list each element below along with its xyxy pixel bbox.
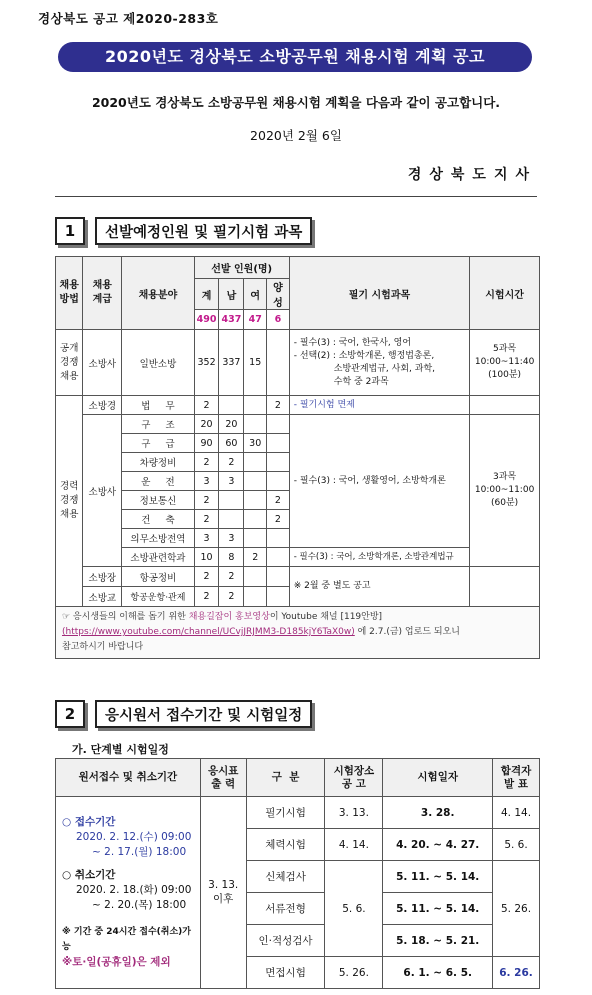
open-female: 15 bbox=[244, 330, 267, 396]
schedule-type: 면접시험 bbox=[246, 957, 325, 989]
career-total: 2 bbox=[194, 491, 219, 510]
intro-text: 2020년도 경상북도 소방공무원 채용시험 계획을 다음과 같이 공고합니다. bbox=[91, 95, 501, 110]
schedule-pass-merged: 5. 26. bbox=[493, 861, 540, 957]
career-field: 건 축 bbox=[122, 510, 194, 529]
open-time: 5과목 10:00~11:40 (100분) bbox=[470, 330, 540, 396]
fire-related-field: 소방관련학과 bbox=[122, 548, 194, 567]
col-female: 여 bbox=[244, 279, 267, 310]
sum-both: 6 bbox=[267, 310, 290, 330]
career-field: 구 급 bbox=[122, 434, 194, 453]
note-last: 참고하시기 바랍니다 bbox=[62, 642, 144, 652]
fire-related-both bbox=[267, 548, 290, 567]
career-female bbox=[244, 453, 267, 472]
open-field: 일반소방 bbox=[122, 330, 194, 396]
cancel-period-title: ○ 취소기간 bbox=[62, 869, 116, 881]
law-total: 2 bbox=[194, 396, 219, 415]
section-title: 응시원서 접수기간 및 시험일정 bbox=[95, 700, 312, 728]
career-male: 20 bbox=[219, 415, 244, 434]
law-field: 법 무 bbox=[122, 396, 194, 415]
page-title-banner: 2020년도 경상북도 소방공무원 채용시험 계획 공고 bbox=[58, 42, 532, 72]
career-common-time: 3과목 10:00~11:00 (60분) bbox=[470, 415, 540, 567]
schedule-type: 인·적성검사 bbox=[246, 925, 325, 957]
career-field: 차량정비 bbox=[122, 453, 194, 472]
career-field: 구 조 bbox=[122, 415, 194, 434]
career-total: 3 bbox=[194, 472, 219, 491]
career-both bbox=[267, 434, 290, 453]
col-subjects: 필기 시험과목 bbox=[289, 257, 469, 330]
note-highlight: 채용길잡이 홍보영상 bbox=[188, 612, 270, 622]
schedule-date: 3. 28. bbox=[383, 797, 493, 829]
schedule-type: 체력시험 bbox=[246, 829, 325, 861]
schedule-date: 5. 11. ~ 5. 14. bbox=[383, 861, 493, 893]
notice-date: 2020년 2월 6일 bbox=[250, 128, 342, 143]
career-female bbox=[244, 510, 267, 529]
note-prefix: ☞ 응시생들의 이해를 돕기 위한 bbox=[62, 612, 189, 622]
career-male: 2 bbox=[219, 453, 244, 472]
schedule-table bbox=[55, 758, 540, 989]
divider bbox=[55, 196, 537, 197]
col-date: 시험일자 bbox=[383, 759, 493, 797]
aviation2-total: 2 bbox=[194, 587, 219, 607]
fire-related-female: 2 bbox=[244, 548, 267, 567]
aviation1-grade: 소방장 bbox=[83, 567, 122, 587]
schedule-date: 5. 18. ~ 5. 21. bbox=[383, 925, 493, 957]
career-field: 정보통신 bbox=[122, 491, 194, 510]
open-subjects: - 필수(3) : 국어, 한국사, 영어 - 선택(2) : 소방학개론, 행정법총론, 소방관계법규, 사회, 과학, 수학 중 2과목 bbox=[289, 330, 469, 396]
receipt-period-start: 2020. 2. 12.(수) 09:00 bbox=[76, 831, 192, 843]
aviation2-grade: 소방교 bbox=[83, 587, 122, 607]
col-method: 채용 방법 bbox=[56, 257, 83, 330]
schedule-type: 신체검사 bbox=[246, 861, 325, 893]
aviation-time bbox=[470, 567, 540, 607]
career-male bbox=[219, 510, 244, 529]
col-total: 계 bbox=[194, 279, 219, 310]
career-female: 30 bbox=[244, 434, 267, 453]
law-subjects: - 필기시험 면제 bbox=[289, 396, 469, 415]
aviation1-both bbox=[267, 567, 290, 587]
aviation2-male: 2 bbox=[219, 587, 244, 607]
career-method: 경력 경쟁 채용 bbox=[56, 396, 83, 607]
sum-male: 437 bbox=[219, 310, 244, 330]
period-cell bbox=[56, 797, 201, 989]
col-field: 채용분야 bbox=[122, 257, 194, 330]
open-grade: 소방사 bbox=[83, 330, 122, 396]
ticket-print: 3. 13. 이후 bbox=[200, 797, 246, 989]
career-both bbox=[267, 472, 290, 491]
aviation-note: ※ 2월 중 별도 공고 bbox=[289, 567, 469, 607]
schedule-place: 5. 26. bbox=[325, 957, 383, 989]
career-total: 20 bbox=[194, 415, 219, 434]
schedule-pass: 6. 26. bbox=[493, 957, 540, 989]
law-female bbox=[244, 396, 267, 415]
sum-female: 47 bbox=[244, 310, 267, 330]
career-total: 3 bbox=[194, 529, 219, 548]
period-note-weekend: ※토·일(공휴일)은 제외 bbox=[62, 956, 171, 968]
law-grade: 소방경 bbox=[83, 396, 122, 415]
career-both bbox=[267, 415, 290, 434]
note-mid: 이 Youtube 채널 [119안방] bbox=[269, 612, 383, 622]
open-method: 공개 경쟁 채용 bbox=[56, 330, 83, 396]
subsection-heading: 가. 단계별 시험일정 bbox=[72, 743, 169, 756]
aviation2-field: 항공운항·관제 bbox=[122, 587, 194, 607]
open-both bbox=[267, 330, 290, 396]
law-both: 2 bbox=[267, 396, 290, 415]
open-total: 352 bbox=[194, 330, 219, 396]
notice-number: 경상북도 공고 제2020-283호 bbox=[38, 11, 219, 26]
cancel-period-start: 2020. 2. 18.(화) 09:00 bbox=[76, 884, 192, 896]
career-female bbox=[244, 472, 267, 491]
col-time: 시험시간 bbox=[470, 257, 540, 330]
section-2-heading bbox=[55, 701, 312, 727]
col-place: 시험장소 공 고 bbox=[325, 759, 383, 797]
career-female bbox=[244, 491, 267, 510]
receipt-period-title: ○ 접수기간 bbox=[62, 816, 116, 828]
period-note-24h: ※ 기간 중 24시간 접수(취소)가능 bbox=[62, 927, 191, 952]
note-suffix: 에 2.7.(금) 업로드 되오니 bbox=[354, 627, 460, 637]
section-1-heading bbox=[55, 218, 312, 244]
col-period: 원서접수 및 취소기간 bbox=[56, 759, 201, 797]
sum-total: 490 bbox=[194, 310, 219, 330]
career-total: 90 bbox=[194, 434, 219, 453]
sobangsa-grade: 소방사 bbox=[83, 415, 122, 567]
aviation2-both bbox=[267, 587, 290, 607]
section-number: 2 bbox=[55, 700, 85, 728]
aviation1-field: 항공정비 bbox=[122, 567, 194, 587]
schedule-date: 5. 11. ~ 5. 14. bbox=[383, 893, 493, 925]
youtube-link[interactable]: (https://www.youtube.com/channel/UCvjJRJMM3-D185kjY6TaX0w) bbox=[62, 627, 355, 637]
section-title: 선발예정인원 및 필기시험 과목 bbox=[95, 217, 312, 245]
section-number: 1 bbox=[55, 217, 85, 245]
receipt-period-end: ~ 2. 17.(월) 18:00 bbox=[92, 846, 187, 858]
career-field: 의무소방전역 bbox=[122, 529, 194, 548]
career-male: 60 bbox=[219, 434, 244, 453]
aviation1-female bbox=[244, 567, 267, 587]
col-count: 선발 인원(명) bbox=[194, 257, 289, 279]
schedule-place-merged: 5. 6. bbox=[325, 861, 383, 957]
career-male: 3 bbox=[219, 472, 244, 491]
col-type: 구 분 bbox=[246, 759, 325, 797]
aviation2-female bbox=[244, 587, 267, 607]
career-female bbox=[244, 529, 267, 548]
career-total: 2 bbox=[194, 453, 219, 472]
col-pass: 합격자 발 표 bbox=[493, 759, 540, 797]
col-grade: 채용 계급 bbox=[83, 257, 122, 330]
aviation1-total: 2 bbox=[194, 567, 219, 587]
aviation1-male: 2 bbox=[219, 567, 244, 587]
youtube-note bbox=[56, 607, 540, 659]
schedule-pass: 4. 14. bbox=[493, 797, 540, 829]
career-common-subjects: - 필수(3) : 국어, 생활영어, 소방학개론 bbox=[289, 415, 469, 548]
col-both: 양성 bbox=[267, 279, 290, 310]
career-total: 2 bbox=[194, 510, 219, 529]
career-both: 2 bbox=[267, 510, 290, 529]
schedule-type: 필기시험 bbox=[246, 797, 325, 829]
col-ticket: 응시표 출 력 bbox=[200, 759, 246, 797]
career-male: 3 bbox=[219, 529, 244, 548]
career-both bbox=[267, 453, 290, 472]
schedule-place: 3. 13. bbox=[325, 797, 383, 829]
col-male: 남 bbox=[219, 279, 244, 310]
fire-related-subjects: - 필수(3) : 국어, 소방학개론, 소방관계법규 bbox=[289, 548, 469, 567]
career-field: 운 전 bbox=[122, 472, 194, 491]
recruitment-table bbox=[55, 256, 540, 659]
schedule-date: 6. 1. ~ 6. 5. bbox=[383, 957, 493, 989]
fire-related-total: 10 bbox=[194, 548, 219, 567]
schedule-place: 4. 14. bbox=[325, 829, 383, 861]
schedule-date: 4. 20. ~ 4. 27. bbox=[383, 829, 493, 861]
signature: 경상북도지사 bbox=[407, 167, 537, 183]
law-time bbox=[470, 396, 540, 415]
career-both bbox=[267, 529, 290, 548]
career-female bbox=[244, 415, 267, 434]
schedule-pass: 5. 6. bbox=[493, 829, 540, 861]
schedule-type: 서류전형 bbox=[246, 893, 325, 925]
cancel-period-end: ~ 2. 20.(목) 18:00 bbox=[92, 899, 187, 911]
career-male bbox=[219, 491, 244, 510]
open-male: 337 bbox=[219, 330, 244, 396]
fire-related-male: 8 bbox=[219, 548, 244, 567]
career-both: 2 bbox=[267, 491, 290, 510]
law-male bbox=[219, 396, 244, 415]
